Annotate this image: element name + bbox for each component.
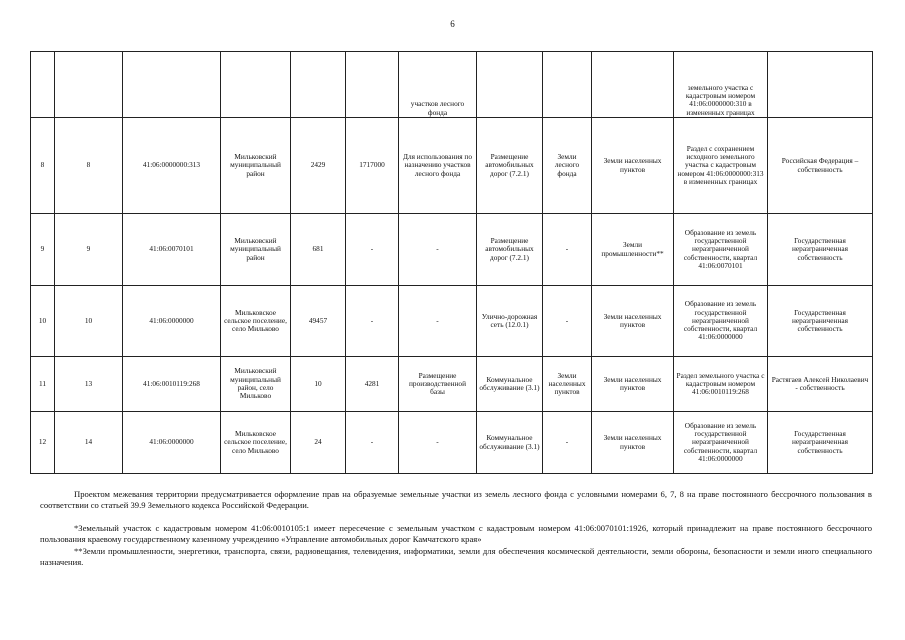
cell-text: Земли населенных пунктов (603, 434, 662, 451)
cell-formation-method (674, 412, 768, 474)
cell-text: участков лесного фонда (410, 100, 465, 117)
cell-cadastral-number (123, 286, 221, 357)
cell-cadastral-number (123, 52, 221, 118)
cell-text: 9 (86, 245, 91, 254)
cell-ownership (768, 118, 873, 214)
cell-text: Мильковский муниципальный район (230, 153, 281, 178)
cell-ownership (768, 286, 873, 357)
cell-location (221, 412, 291, 474)
cell-area (291, 357, 346, 412)
cell-text: 10 (84, 316, 93, 325)
cell-target-category (592, 412, 674, 474)
cell-text: 41:06:0000000 (149, 316, 194, 325)
cell-text: Земли населенных пунктов (603, 157, 662, 174)
cell-planned-use (477, 286, 543, 357)
cell-location (221, 357, 291, 412)
cell-ownership (768, 52, 873, 118)
cell-text: 41:06:0000000:313 (142, 161, 201, 170)
cell-area (291, 52, 346, 118)
cell-land-category (543, 52, 592, 118)
table-body (31, 52, 873, 474)
cell-text: Раздел с сохранением исходного земельного участка с кадастровым номером 41:06:0000000:313 в измененных границах (677, 144, 764, 186)
cell-land-category (543, 286, 592, 357)
cell-original-area (346, 286, 399, 357)
cell-ownership (768, 214, 873, 286)
cell-text: - (436, 245, 439, 254)
cell-text: 10 (314, 379, 322, 388)
cell-text: Улично-дорожная сеть (12.0.1) (481, 312, 538, 329)
cell-current-use (399, 214, 477, 286)
cell-area (291, 412, 346, 474)
cell-land-category (543, 214, 592, 286)
cell-row-number (31, 214, 55, 286)
cell-text: Размещение производственной базы (409, 371, 466, 397)
table-row (31, 286, 873, 357)
cell-text: - (436, 438, 439, 447)
cell-text: Растягаев Алексей Николаевич - собственность (771, 375, 869, 392)
cell-text: Коммунальное обслуживание (3.1) (479, 434, 540, 451)
cell-text: Мильковское сельское поселение, село Мильково (224, 308, 287, 334)
cell-text: - (436, 316, 439, 325)
cell-text: Для использования по назначению участков лесного фонда (403, 153, 472, 178)
cell-planned-use (477, 118, 543, 214)
table-row (31, 52, 873, 118)
cell-plot-number (55, 118, 123, 214)
cell-area (291, 118, 346, 214)
page-number: 6 (450, 19, 455, 29)
cell-text: - (370, 316, 374, 325)
cell-text: 41:06:0000000 (149, 438, 194, 447)
cell-text: 41:06:0010119:268 (143, 379, 200, 388)
footnote-text-2: **Земли промышленности, энергетики, транспорта, связи, радиовещания, телевидения, информатики, земли для обеспечения космической деятельности, земли обороны, безопасности и земли иного специального назначения. (40, 546, 872, 567)
cell-planned-use (477, 412, 543, 474)
cell-text: 12 (38, 438, 47, 447)
cell-row-number (31, 52, 55, 118)
table-row (31, 118, 873, 214)
cell-text: 41:06:0070101 (149, 245, 194, 254)
cell-row-number (31, 118, 55, 214)
land-plots-table (30, 51, 873, 474)
cell-text: - (370, 245, 374, 254)
table-row (31, 214, 873, 286)
footnote-1 (40, 523, 872, 545)
cell-planned-use (477, 214, 543, 286)
table-row (31, 412, 873, 474)
cell-text: 24 (314, 438, 322, 447)
cell-land-category (543, 357, 592, 412)
cell-current-use (399, 412, 477, 474)
cell-text: 4281 (364, 379, 380, 388)
cell-current-use (399, 357, 477, 412)
cell-text: Размещение автомобильных дорог (7.2.1) (485, 237, 534, 262)
cell-text: - (370, 438, 374, 447)
cell-text: 2429 (310, 161, 326, 170)
cell-original-area (346, 118, 399, 214)
cell-current-use (399, 118, 477, 214)
cell-text: Мильковский муниципальный район, село Мильково (230, 367, 281, 401)
cell-original-area (346, 214, 399, 286)
cell-cadastral-number (123, 214, 221, 286)
cell-plot-number (55, 214, 123, 286)
table-row (31, 357, 873, 412)
cell-planned-use (477, 357, 543, 412)
cell-text: - (565, 438, 569, 447)
cell-land-category (543, 118, 592, 214)
cell-plot-number (55, 52, 123, 118)
cell-text: 49457 (308, 316, 328, 325)
cell-text: Земли лесного фонда (554, 153, 580, 178)
cell-current-use (399, 286, 477, 357)
cell-text: 9 (40, 245, 45, 254)
cell-text: Земли населенных пунктов (603, 375, 662, 392)
cell-text: - (565, 245, 569, 254)
cell-formation-method (674, 52, 768, 118)
cell-row-number (31, 286, 55, 357)
cell-text: 11 (38, 379, 47, 388)
cell-formation-method (674, 118, 768, 214)
cell-text: 1717000 (359, 161, 385, 170)
cell-row-number (31, 357, 55, 412)
cell-text: Мильковский муниципальный район (230, 237, 281, 262)
cell-text: Государственная неразграниченная собственность (792, 308, 848, 334)
cell-location (221, 118, 291, 214)
cell-text: 10 (38, 316, 47, 325)
note-paragraph: Проектом межевания территории предусматривается оформление прав на образуемые земельные участки из земель лесного фонда с условными номерами 6, 7, 8 на праве постоянного бессрочного пользования в соответствии со статьей 39.9 Земельного кодекса Российской Федерации. (40, 489, 872, 510)
cell-text: Коммунальное обслуживание (3.1) (479, 375, 540, 392)
cell-text: Мильковское сельское поселение, село Мильково (224, 430, 287, 455)
cell-location (221, 52, 291, 118)
cell-area (291, 286, 346, 357)
cell-text: Государственная неразграниченная собственность (792, 237, 848, 262)
cell-cadastral-number (123, 357, 221, 412)
cell-area (291, 214, 346, 286)
cell-current-use (399, 52, 477, 118)
cell-target-category (592, 118, 674, 214)
cell-text: Раздел земельного участка с кадастровым номером 41:06:0010119:268 (676, 371, 765, 397)
cell-text: Образование из земель государственной неразграниченной собственности, квартал 41:06:0000000 (683, 421, 758, 463)
cell-cadastral-number (123, 118, 221, 214)
cell-text: Российская Федерация – собственность (781, 157, 859, 174)
cell-text: Образование из земель государственной неразграниченной собственности, квартал 41:06:0000000 (683, 300, 758, 342)
cell-location (221, 286, 291, 357)
cell-cadastral-number (123, 412, 221, 474)
cell-text: Государственная неразграниченная собственность (792, 430, 848, 455)
cell-text: Образование из земель государственной неразграниченной собственности, квартал 41:06:0070101 (683, 228, 758, 270)
cell-text: Земли населенных пунктов (603, 312, 662, 329)
cell-plot-number (55, 286, 123, 357)
cell-target-category (592, 286, 674, 357)
cell-ownership (768, 357, 873, 412)
cell-text: 14 (84, 438, 93, 447)
cell-text: 13 (84, 379, 93, 388)
cell-target-category (592, 357, 674, 412)
project-note (40, 489, 872, 511)
cell-formation-method (674, 286, 768, 357)
footnote-2 (40, 546, 872, 568)
cell-text: 8 (40, 161, 45, 170)
cell-land-category (543, 412, 592, 474)
cell-planned-use (477, 52, 543, 118)
cell-plot-number (55, 412, 123, 474)
cell-text: земельного участка с кадастровым номером 41:06:0000000:310 в измененных границах (685, 83, 756, 117)
cell-formation-method (674, 357, 768, 412)
cell-text: - (565, 316, 569, 325)
cell-target-category (592, 52, 674, 118)
cell-target-category (592, 214, 674, 286)
cell-original-area (346, 357, 399, 412)
cell-text: 681 (312, 245, 324, 254)
cell-text: 8 (86, 161, 91, 170)
cell-location (221, 214, 291, 286)
cell-text: Размещение автомобильных дорог (7.2.1) (485, 153, 534, 178)
footnote-text-1: *Земельный участок с кадастровым номером 41:06:0010105:1 имеет пересечение с земельным участком с кадастровым номером 41:06:0070101:1926, который принадлежит на праве постоянного бессрочного пользования краевому государственному казенному учреждению «Управление автомобильных дорог Камчатского края» (40, 523, 872, 544)
cell-original-area (346, 412, 399, 474)
cell-plot-number (55, 357, 123, 412)
cell-text: Земли промышленности** (601, 241, 664, 258)
cell-ownership (768, 412, 873, 474)
cell-original-area (346, 52, 399, 118)
cell-text: Земли населенных пунктов (548, 371, 586, 397)
cell-formation-method (674, 214, 768, 286)
cell-row-number (31, 412, 55, 474)
